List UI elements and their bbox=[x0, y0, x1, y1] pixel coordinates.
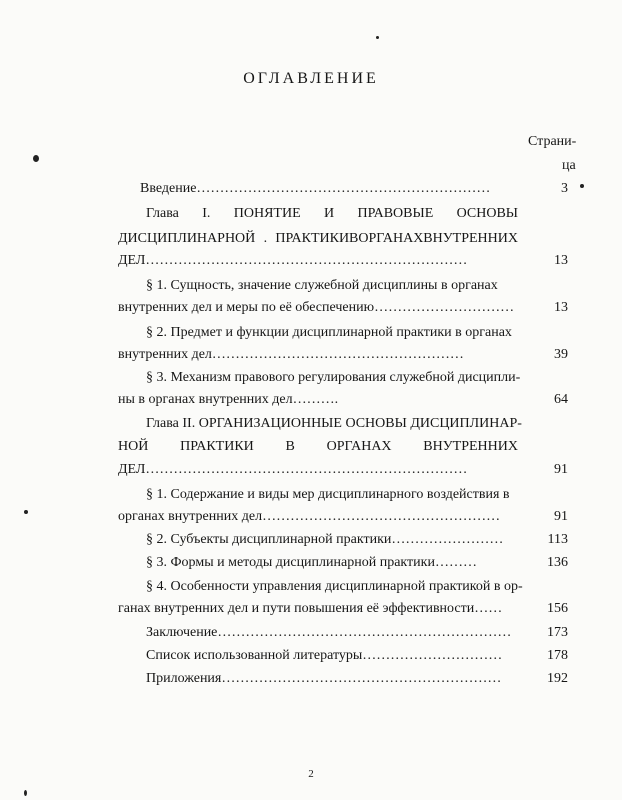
toc-entry-line: Глава II. ОРГАНИЗАЦИОННЫЕ ОСНОВЫ ДИСЦИПЛИНАР- bbox=[146, 416, 522, 431]
toc-entry-line: § 1. Содержание и виды мер дисциплинарного воздействия в bbox=[146, 487, 510, 502]
toc-entry-line: § 1. Сущность, значение служебной дисциплины в органах bbox=[146, 278, 498, 293]
toc-entry-line: § 2. Субъекты дисциплинарной практики…………………… bbox=[146, 532, 504, 547]
toc-entry-page: 39 bbox=[554, 347, 568, 362]
scan-speck bbox=[376, 36, 379, 39]
toc-entry-page: 91 bbox=[554, 462, 568, 477]
toc-entry-line: Введение……………………………………………………… bbox=[140, 181, 491, 196]
toc-entry-line: ДЕЛ…………………………………………………………… bbox=[118, 462, 468, 477]
toc-entry-line: ДЕЛ…………………………………………………………… bbox=[118, 253, 468, 268]
scan-speck bbox=[24, 510, 28, 514]
toc-entry-line: § 3. Формы и методы дисциплинарной практики……… bbox=[146, 555, 477, 570]
toc-entry-line: внутренних дел……………………………………………… bbox=[118, 347, 464, 362]
toc-entry-page: 178 bbox=[547, 648, 568, 663]
toc-entry-line: ганах внутренних дел и пути повышения её эффективности…… bbox=[118, 601, 503, 616]
toc-entry-page: 113 bbox=[547, 532, 568, 547]
toc-entry-page: 156 bbox=[547, 601, 568, 616]
scan-speck bbox=[24, 790, 27, 796]
toc-entry-line: Приложения…………………………………………………… bbox=[146, 671, 502, 686]
toc-entry-page: 13 bbox=[554, 300, 568, 315]
toc-entry-line: органах внутренних дел…………………………………………… bbox=[118, 509, 501, 524]
toc-entry-line: Список использованной литературы………………………… bbox=[146, 648, 503, 663]
scan-speck bbox=[33, 155, 39, 162]
toc-entry-page: 91 bbox=[554, 509, 568, 524]
toc-entry-line: ны в органах внутренних дел………. bbox=[118, 392, 339, 407]
footer-page-number: 2 bbox=[308, 768, 314, 780]
page-column-label-line2: ца bbox=[562, 158, 576, 173]
toc-entry-line: Глава I. ПОНЯТИЕ И ПРАВОВЫЕ ОСНОВЫ bbox=[146, 206, 518, 221]
toc-entry-line: ДИСЦИПЛИНАРНОЙ . ПРАКТИКИВОРГАНАХВНУТРЕННИХ bbox=[118, 231, 518, 246]
toc-entry-page: 13 bbox=[554, 253, 568, 268]
toc-entry-page: 136 bbox=[547, 555, 568, 570]
toc-entry-page: 173 bbox=[547, 625, 568, 640]
toc-entry-line: НОЙ ПРАКТИКИ В ОРГАНАХ ВНУТРЕННИХ bbox=[118, 439, 518, 454]
toc-entry-line: Заключение……………………………………………………… bbox=[146, 625, 512, 640]
toc-entry-page: 3 bbox=[561, 181, 568, 196]
toc-entry-line: § 2. Предмет и функции дисциплинарной практики в органах bbox=[146, 325, 512, 340]
toc-entry-page: 64 bbox=[554, 392, 568, 407]
page-column-label-line1: Страни- bbox=[528, 134, 577, 149]
toc-entry-line: § 3. Механизм правового регулирования служебной дисципли- bbox=[146, 370, 521, 385]
toc-entry-line: § 4. Особенности управления дисциплинарной практикой в ор- bbox=[146, 579, 523, 594]
toc-title: ОГЛАВЛЕНИЕ bbox=[243, 70, 379, 87]
toc-entry-line: внутренних дел и меры по её обеспечению………………………… bbox=[118, 300, 515, 315]
toc-entry-page: 192 bbox=[547, 671, 568, 686]
scan-speck bbox=[580, 184, 584, 188]
